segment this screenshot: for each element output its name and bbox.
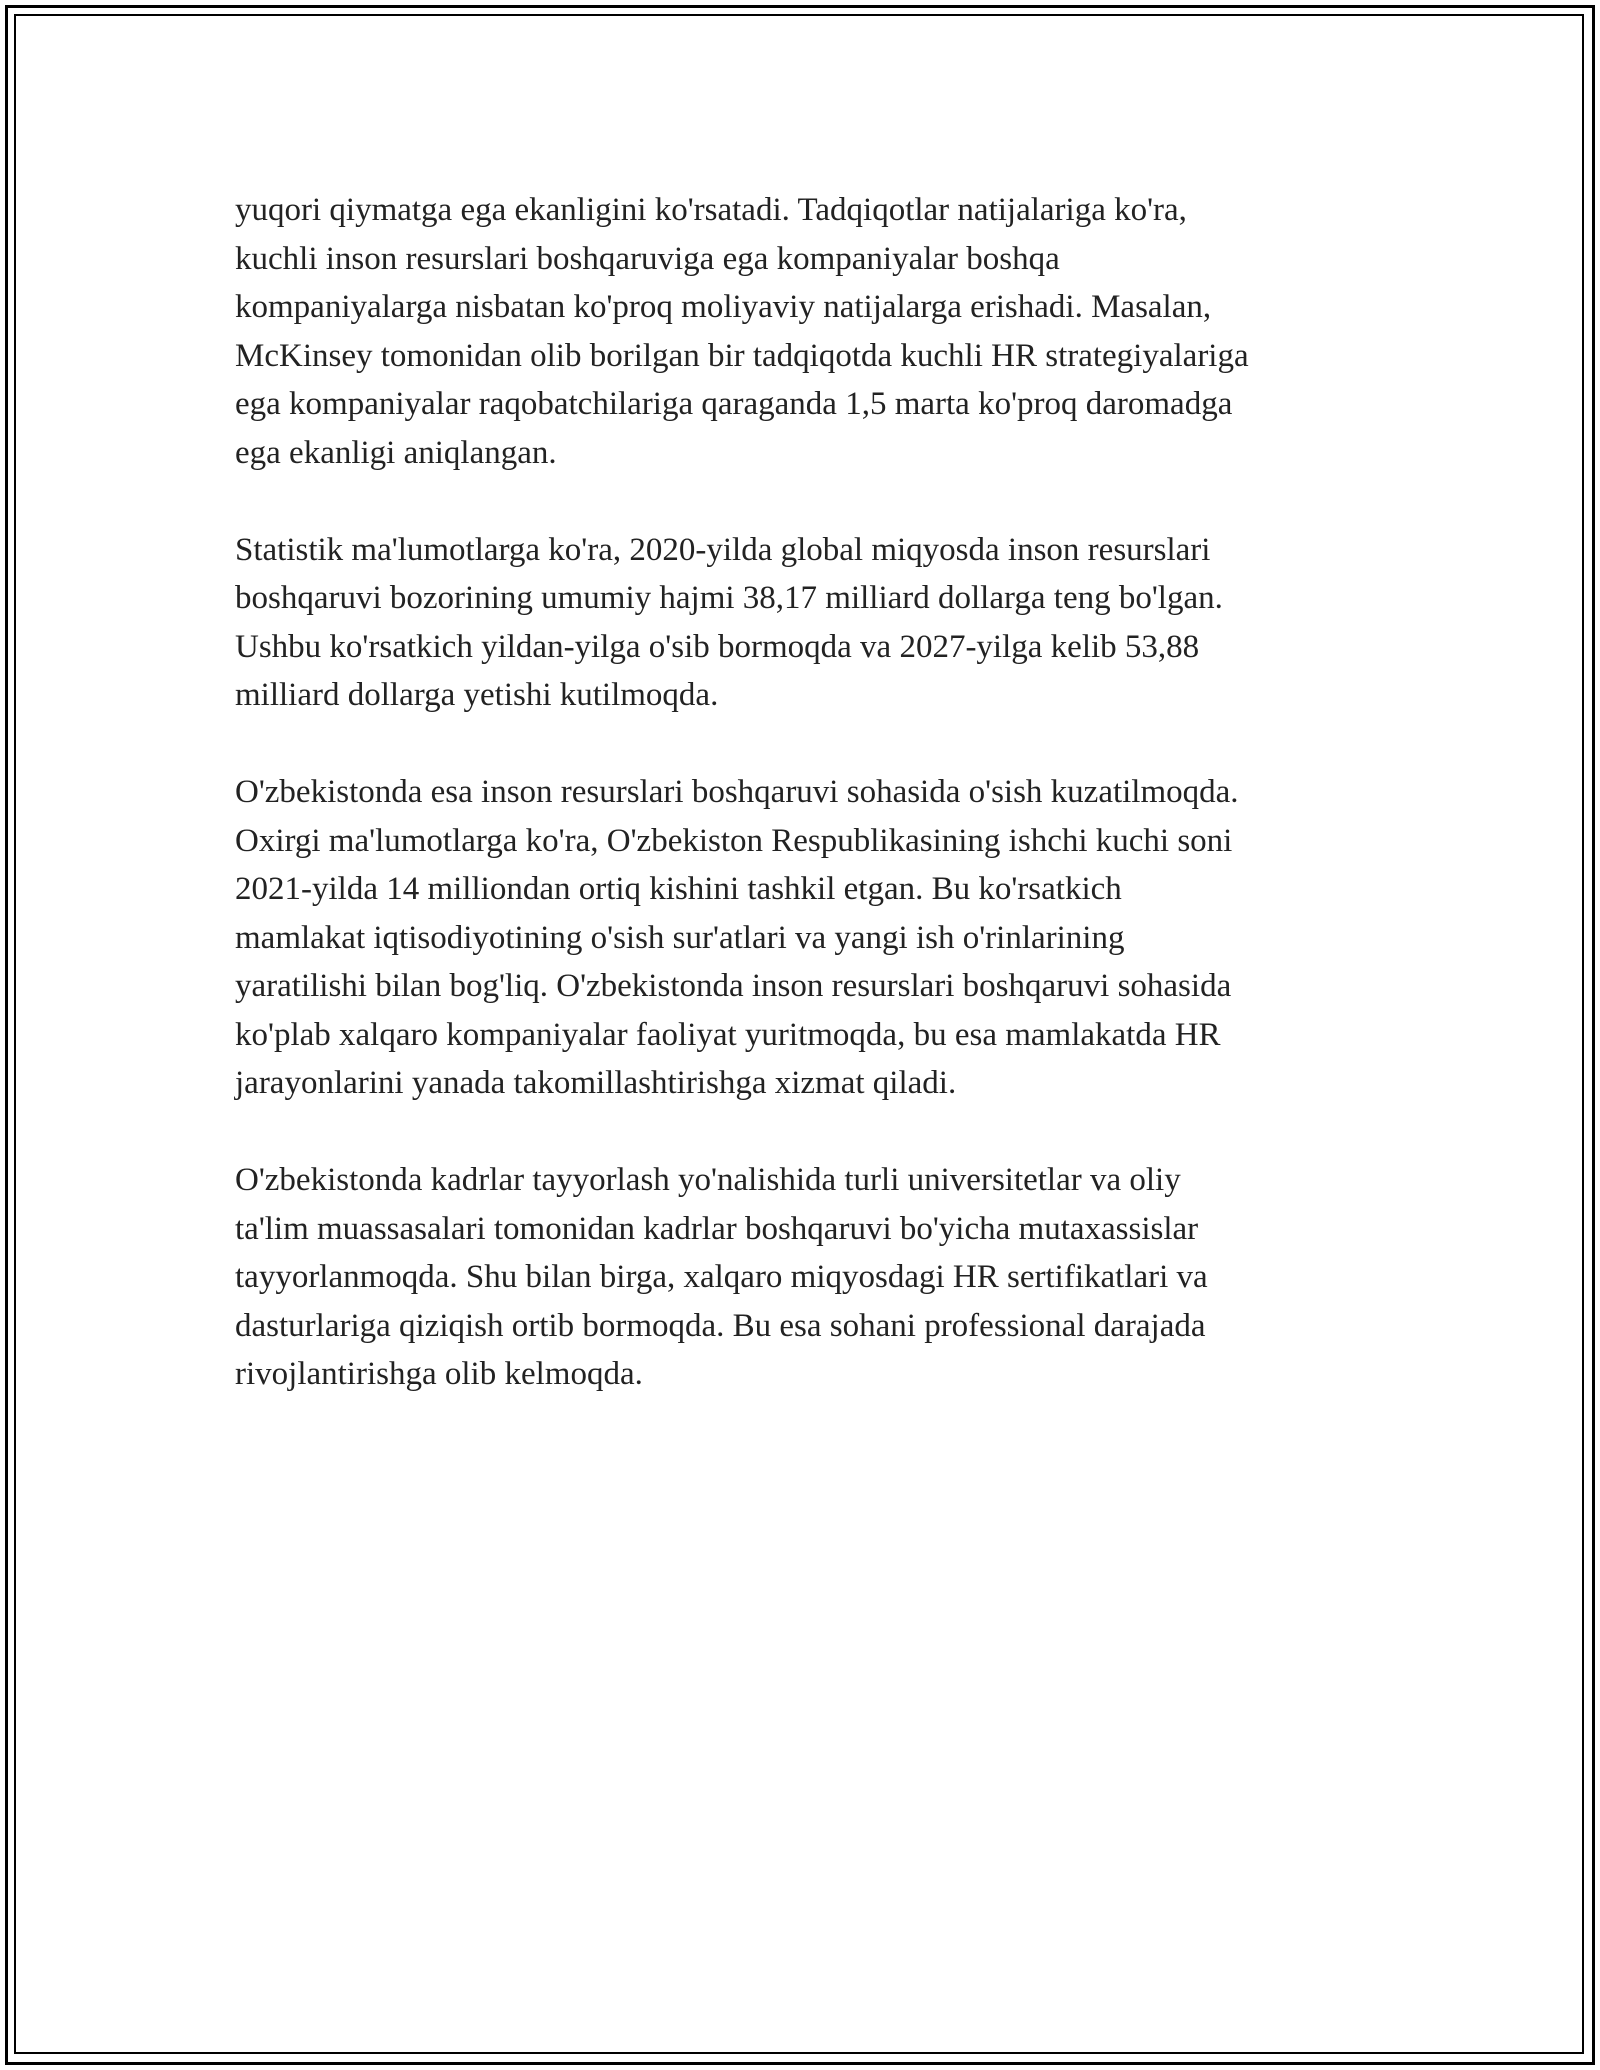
text-line: 2021-yilda 14 milliondan ortiq kishini tashkil etgan. Bu ko'rsatkich: [235, 871, 1122, 907]
text-line: Oxirgi ma'lumotlarga ko'ra, O'zbekiston Respublikasining ishchi kuchi soni: [235, 822, 1233, 859]
text-line: mamlakat iqtisodiyotining o'sish sur'atlari va yangi ish o'rinlarining: [235, 919, 1125, 956]
text-line: milliard dollarga yetishi kutilmoqda.: [235, 677, 719, 713]
text-line: O'zbekistonda esa inson resurslari boshqaruvi sohasida o'sish kuzatilmoqda.: [235, 774, 1239, 810]
text-line: kuchli inson resurslari boshqaruviga ega kompaniyalar boshqa: [235, 240, 1060, 277]
text-line: dasturlariga qiziqish ortib bormoqda. Bu esa sohani professional darajada: [235, 1307, 1206, 1344]
text-line: McKinsey tomonidan olib borilgan bir tadqiqotda kuchli HR strategiyalariga: [235, 337, 1249, 374]
text-line: tayyorlanmoqda. Shu bilan birga, xalqaro miqyosdagi HR sertifikatlari va: [235, 1259, 1208, 1295]
paragraph-training: [235, 1156, 1385, 1399]
text-line: kompaniyalarga nisbatan ko'proq moliyaviy natijalarga erishadi. Masalan,: [235, 289, 1212, 325]
text-line: jarayonlarini yanada takomillashtirishga xizmat qiladi.: [235, 1065, 957, 1101]
paragraph-uzbekistan-workforce: [235, 768, 1385, 1108]
text-line: boshqaruvi bozorining umumiy hajmi 38,17 milliard dollarga teng bo'lgan.: [235, 580, 1223, 616]
text-line: yaratilishi bilan bog'liq. O'zbekistonda inson resurslari boshqaruvi sohasida: [235, 968, 1232, 1004]
text-line: rivojlantirishga olib kelmoqda.: [235, 1356, 643, 1392]
text-line: ega ekanligi aniqlangan.: [235, 434, 557, 471]
text-line: yuqori qiymatga ega ekanligini ko'rsatadi. Tadqiqotlar natijalariga ko'ra,: [235, 192, 1187, 228]
paragraph-hr-value: [235, 186, 1385, 477]
document-body: [235, 186, 1385, 1447]
text-line: Ushbu ko'rsatkich yildan-yilga o'sib bormoqda va 2027-yilga kelib 53,88: [235, 628, 1200, 665]
text-line: ta'lim muassasalari tomonidan kadrlar boshqaruvi bo'yicha mutaxassislar: [235, 1210, 1199, 1247]
text-line: ko'plab xalqaro kompaniyalar faoliyat yuritmoqda, bu esa mamlakatda HR: [235, 1016, 1221, 1053]
text-line: O'zbekistonda kadrlar tayyorlash yo'nalishida turli universitetlar va oliy: [235, 1162, 1181, 1198]
text-line: Statistik ma'lumotlarga ko'ra, 2020-yilda global miqyosda inson resurslari: [235, 531, 1211, 568]
paragraph-market-statistics: [235, 526, 1385, 720]
text-line: ega kompaniyalar raqobatchilariga qaraganda 1,5 marta ko'proq daromadga: [235, 386, 1233, 422]
